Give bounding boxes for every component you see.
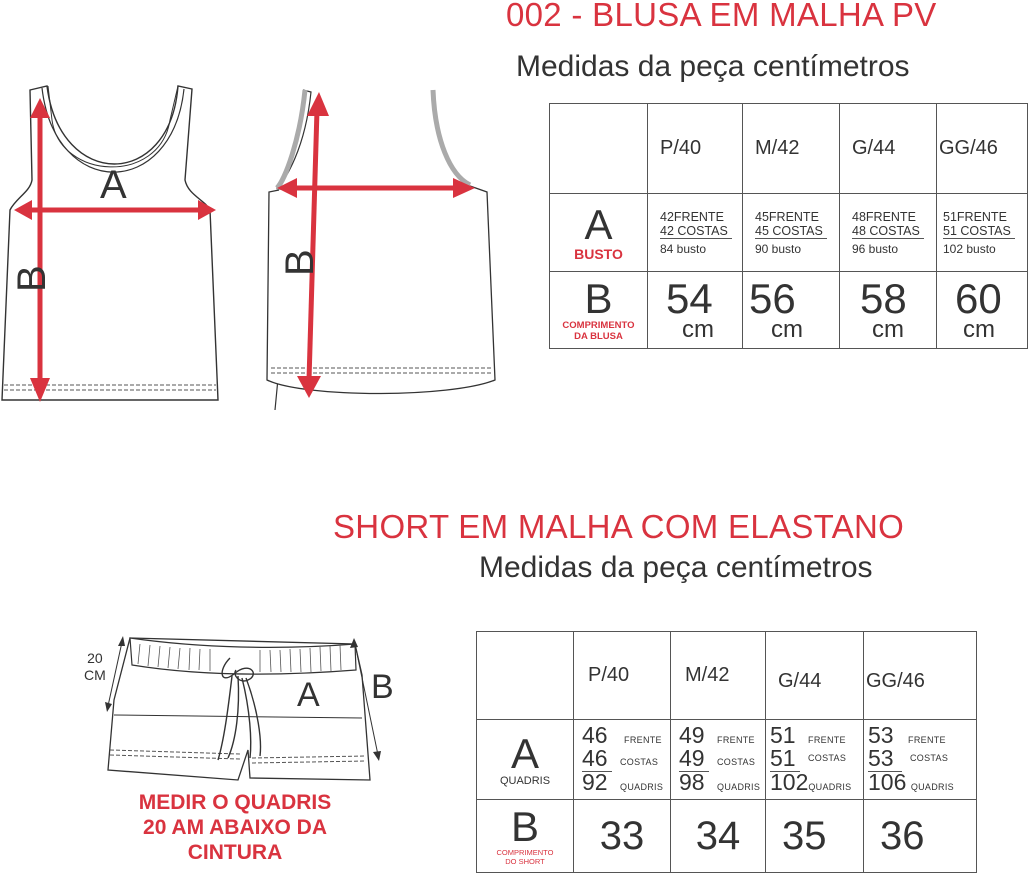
short-row-a-label: QUADRIS [499, 774, 551, 787]
blusa-a-p-frente: 42FRENTE [660, 209, 724, 224]
short-size-gg: GG/46 [866, 670, 925, 692]
short-size-g: G/44 [778, 670, 822, 692]
short-a-m-costas: 49 [679, 744, 705, 771]
short-row-b-label-2: DO SHORT [505, 857, 545, 866]
blusa-row-b-letter: B [584, 275, 613, 322]
short-measure-note [108, 790, 362, 865]
blusa-b-g-unit: cm [872, 316, 904, 343]
short-a-g-quadris: 102 [770, 768, 809, 795]
short-row-b-letter: B [510, 803, 539, 850]
short-size-p: P/40 [588, 664, 630, 686]
blusa-b-p-unit: cm [682, 316, 714, 343]
short-b-g-value: 35 [782, 813, 827, 858]
short-b-p-value: 33 [599, 813, 645, 858]
short-size-table: P/40 M/42 G/44 GG/46 A QUADRIS 46 FRENTE 46 92 QUADRIS COSTAS 49 FRENTE 49 98 QUADRIS COSTAS 51 FRENTE 51 102QUADRIS COSTAS 53 FRENTE 53 106 QUADRIS COSTAS B COMPRIMENTO DO SHORT 33 34 35 36 [476, 631, 977, 873]
short-a-g-costas: 51 [770, 744, 796, 771]
blusa-row-b-label-2: DA BLUSA [574, 331, 623, 342]
short-a-p-frente: 46 [582, 721, 608, 748]
short-b-m-value: 34 [695, 813, 741, 858]
blusa-b-p-value: 54 [666, 275, 713, 322]
blusa-a-p-costas: 42 COSTAS [660, 224, 732, 239]
blusa-title: 002 - BLUSA EM MALHA PV [506, 0, 937, 33]
blusa-size-g: G/44 [852, 137, 896, 159]
short-row-a-letter: A [510, 729, 539, 777]
short-corner-cell [477, 632, 574, 720]
blusa-size-gg: GG/46 [939, 137, 998, 159]
blusa-a-m-frente: 45FRENTE [755, 209, 819, 224]
blusa-a-p-busto: 84 busto [660, 241, 707, 256]
blusa-letter-a: A [100, 163, 127, 207]
short-dim-cm: CM [84, 667, 106, 683]
blusa-a-gg-costas: 51 COSTAS [943, 224, 1015, 239]
blusa-letter-b-front: B [10, 265, 54, 292]
blusa-a-g-frente: 48FRENTE [852, 209, 916, 224]
blusa-b-gg-unit: cm [963, 316, 995, 343]
blusa-letter-b-back: B [278, 249, 322, 276]
short-a-g-frente: 51 [770, 721, 796, 748]
short-note-line-3: CINTURA [187, 841, 283, 864]
blusa-a-g-costas: 48 COSTAS [852, 224, 924, 239]
short-b-gg-value: 36 [880, 813, 925, 858]
short-letter-a: A [297, 676, 320, 714]
short-a-p-costas: 46 [582, 744, 608, 771]
short-title: SHORT EM MALHA COM ELASTANO [333, 508, 905, 545]
short-a-m-frente: 49 [679, 721, 705, 748]
blusa-a-g-busto: 96 busto [852, 241, 899, 256]
short-note-line-2: 20 AM ABAIXO DA [143, 816, 327, 839]
blusa-row-a-label: BUSTO [574, 245, 623, 262]
short-illustration [100, 630, 400, 790]
tank-top-front-illustration [0, 80, 240, 410]
short-row-b-label-1: COMPRIMENTO [496, 848, 554, 857]
blusa-a-m-costas: 45 COSTAS [755, 224, 827, 239]
blusa-b-m-unit: cm [771, 316, 803, 343]
blusa-size-table [549, 103, 1028, 349]
blusa-b-m-value: 56 [749, 275, 796, 322]
blusa-a-m-busto: 90 busto [755, 241, 802, 256]
blusa-size-p: P/40 [660, 137, 702, 159]
blusa-corner-cell [550, 104, 648, 194]
blusa-row-b-label-1: COMPRIMENTO [562, 320, 635, 331]
short-a-gg-quadris: 106 [868, 768, 907, 795]
blusa-b-g-value: 58 [860, 275, 907, 322]
blusa-b-gg-value: 60 [955, 275, 1002, 322]
short-size-m: M/42 [685, 664, 730, 686]
short-a-p-quadris: 92 [582, 768, 608, 795]
tank-top-back-illustration [265, 80, 505, 410]
short-note-line-1: MEDIR O QUADRIS [138, 791, 332, 814]
short-subtitle: Medidas da peça centímetros [479, 551, 873, 584]
short-dim-20: 20 [87, 650, 103, 666]
blusa-size-m: M/42 [755, 137, 800, 159]
blusa-row-a-letter: A [584, 200, 613, 248]
short-a-gg-costas: 53 [868, 744, 894, 771]
blusa-a-gg-frente: 51FRENTE [943, 209, 1007, 224]
short-a-gg-frente: 53 [868, 721, 894, 748]
short-a-m-quadris: 98 [679, 768, 705, 795]
blusa-subtitle: Medidas da peça centímetros [516, 50, 910, 83]
blusa-a-gg-busto: 102 busto [943, 241, 996, 256]
short-letter-b: B [371, 668, 394, 706]
